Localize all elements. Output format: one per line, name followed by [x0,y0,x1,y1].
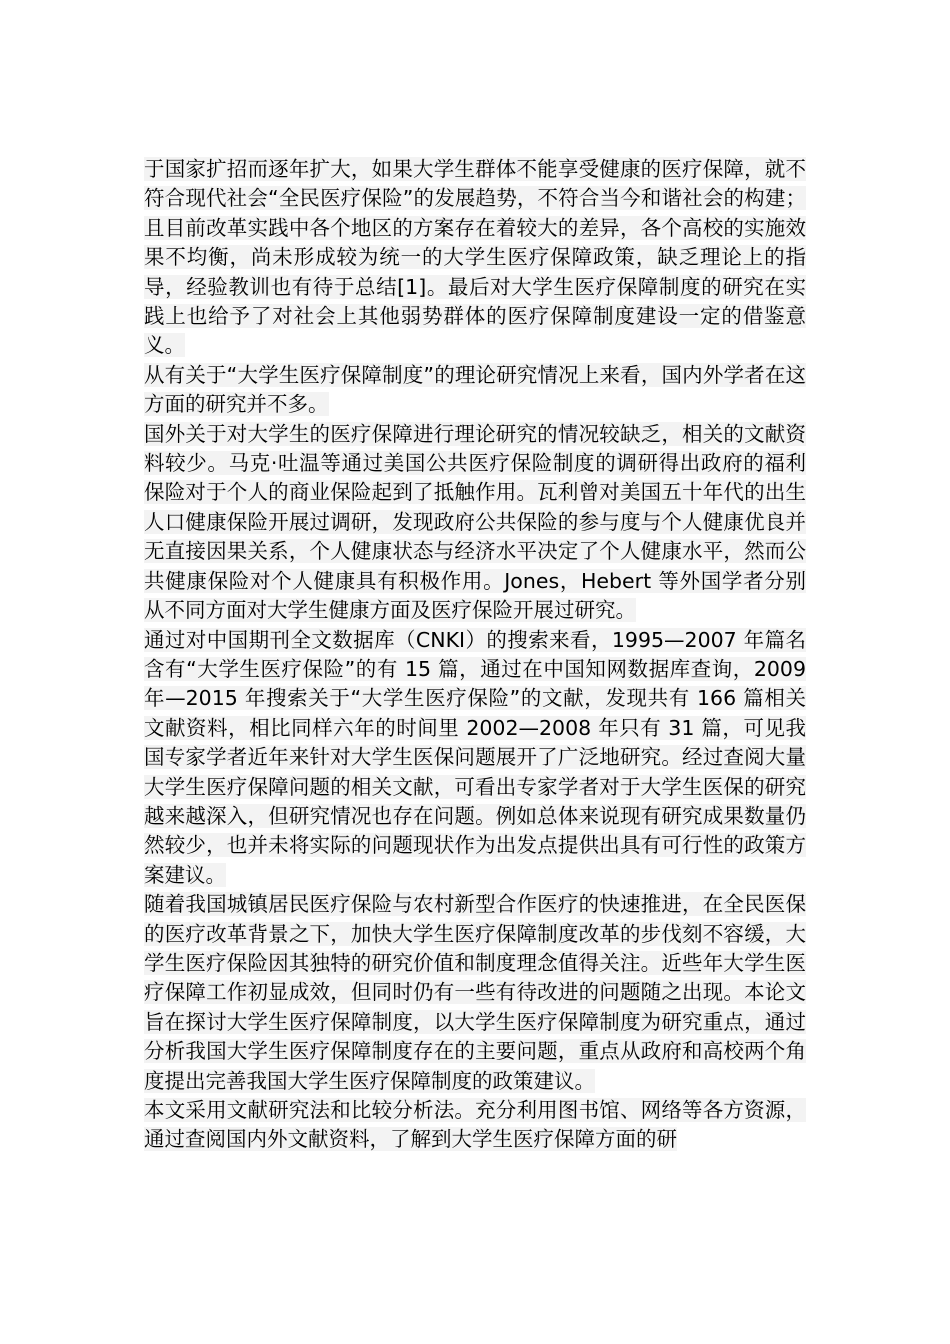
paragraph-1-text: 于国家扩招而逐年扩大，如果大学生群体不能享受健康的医疗保障，就不符合现代社会“全民医疗保险”的发展趋势，不符合当今和谐社会的构建；且目前改革实践中各个地区的方案存在着较大的差异，各个高校的实施效果不均衡，尚未形成较为统一的大学生医疗保障政策，缺乏理论上的指导，经验教训也有待于总结[1]。最后对大学生医疗保障制度的研究在实践上也给予了对社会上其他弱势群体的医疗保障制度建设一定的借鉴意义。 [144,157,806,358]
paragraph-6 [144,1096,806,1155]
paragraph-4 [144,626,806,891]
paragraph-4-text: 通过对中国期刊全文数据库（CNKI）的搜索来看，1995—2007 年篇名含有“大学生医疗保险”的有 15 篇，通过在中国知网数据库查询，2009 年—2015 年搜索关于“大学生医疗保险”的文献，发现共有 166 篇相关文献资料，相比同样六年的时间里 2002—2008 年只有 31 篇，可见我国专家学者近年来针对大学生医保问题展开了广泛地研究。经过查阅大量大学生医疗保障问题的相关文献，可看出专家学者对于大学生医保的研究越来越深入，但研究情况也存在问题。例如总体来说现有研究成果数量仍然较少，也并未将实际的问题现状作为出发点提供出具有可行性的政策方案建议。 [144,627,806,887]
paragraph-5 [144,890,806,1096]
paragraph-5-text: 随着我国城镇居民医疗保险与农村新型合作医疗的快速推进，在全民医保的医疗改革背景之下，加快大学生医疗保障制度改革的步伐刻不容缓，大学生医疗保险因其独特的研究价值和制度理念值得关注。近些年大学生医疗保障工作初显成效，但同时仍有一些有待改进的问题随之出现。本论文旨在探讨大学生医疗保障制度，以大学生医疗保障制度为研究重点，通过分析我国大学生医疗保障制度存在的主要问题，重点从政府和高校两个角度提出完善我国大学生医疗保障制度的政策建议。 [144,892,806,1093]
paragraph-2 [144,361,806,420]
paragraph-2-text: 从有关于“大学生医疗保障制度”的理论研究情况上来看，国内外学者在这方面的研究并不多。 [144,362,806,417]
paragraph-3 [144,420,806,626]
paragraph-3-text: 国外关于对大学生的医疗保障进行理论研究的情况较缺乏，相关的文献资料较少。马克·吐温等通过美国公共医疗保险制度的调研得出政府的福利保险对于个人的商业保险起到了抵触作用。瓦利曾对美国五十年代的出生人口健康保险开展过调研，发现政府公共保险的参与度与个人健康优良并无直接因果关系，个人健康状态与经济水平决定了个人健康水平，然而公共健康保险对个人健康具有积极作用。Jones，Hebert 等外国学者分别从不同方面对大学生健康方面及医疗保险开展过研究。 [144,421,806,623]
document-body [144,155,806,1155]
paragraph-1 [144,155,806,361]
paragraph-6-text: 本文采用文献研究法和比较分析法。充分利用图书馆、网络等各方资源，通过查阅国内外文献资料，了解到大学生医疗保障方面的研 [144,1098,806,1152]
